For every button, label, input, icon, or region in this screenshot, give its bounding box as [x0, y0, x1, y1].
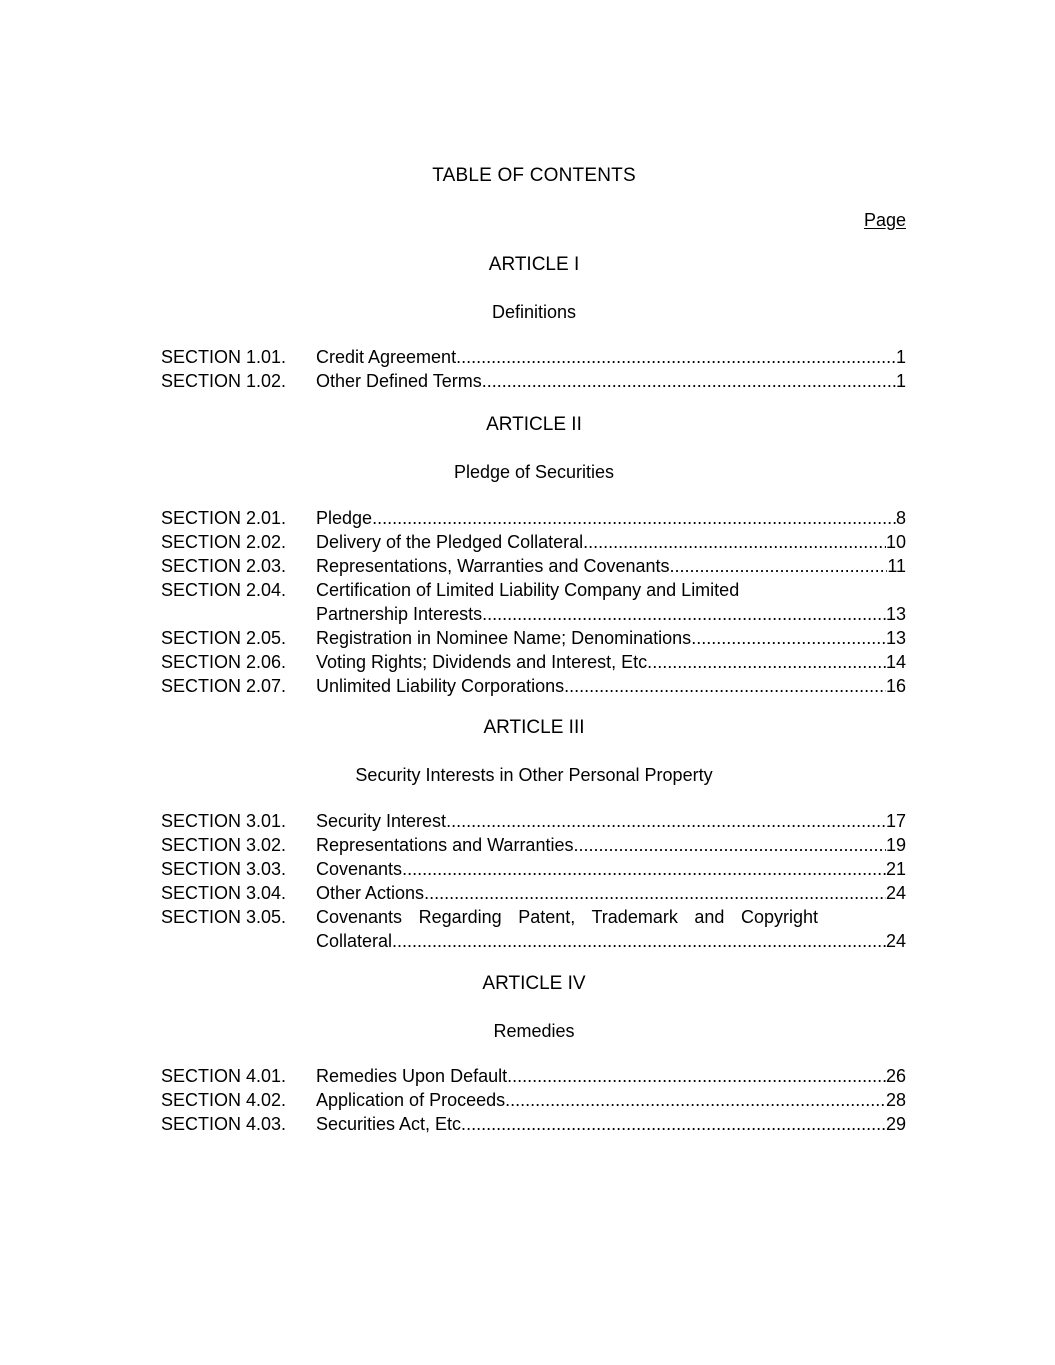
dot-leader [583, 530, 886, 554]
dot-leader [402, 857, 886, 881]
page-number: 11 [887, 556, 906, 576]
page-number: 1 [895, 371, 906, 391]
section-title: Other Defined Terms [316, 371, 482, 391]
dot-leader [446, 809, 886, 833]
section-title: Unlimited Liability Corporations [316, 676, 565, 696]
article-heading: ARTICLE III [483, 717, 585, 738]
article-subtitle: Security Interests in Other Personal Property [355, 765, 713, 785]
document-title: TABLE OF CONTENTS [432, 165, 636, 186]
toc-entry[interactable] [161, 626, 906, 650]
page-column-header: Page [863, 210, 906, 230]
article-heading: ARTICLE IV [482, 973, 586, 994]
toc-section-list [161, 345, 906, 393]
section-title: Partnership Interests [316, 604, 483, 624]
dot-leader [652, 650, 886, 674]
toc-entry[interactable] [161, 809, 906, 833]
page-number: 10 [885, 532, 906, 552]
section-number: SECTION 1.02. [161, 371, 287, 391]
section-title: Registration in Nominee Name; Denominations [316, 628, 692, 648]
article-heading: ARTICLE I [488, 254, 580, 275]
page-number: 28 [885, 1090, 906, 1110]
section-number: SECTION 4.01. [161, 1066, 287, 1086]
dot-leader [507, 1064, 886, 1088]
toc-entry[interactable] [161, 345, 906, 369]
toc-entry[interactable] [161, 554, 906, 578]
toc-entry[interactable] [161, 905, 906, 953]
page-number: 13 [885, 604, 906, 624]
section-number: SECTION 4.03. [161, 1114, 287, 1134]
dot-leader [670, 554, 888, 578]
page-number: 16 [885, 676, 906, 696]
dot-leader [482, 602, 886, 626]
section-title: Delivery of the Pledged Collateral [316, 532, 584, 552]
dot-leader [372, 506, 896, 530]
section-number: SECTION 1.01. [161, 347, 287, 367]
section-title: Representations, Warranties and Covenants [316, 556, 670, 576]
section-title: Collateral [316, 931, 393, 951]
page-number: 17 [885, 811, 906, 831]
section-title: Covenants [316, 859, 403, 879]
section-title: Application of Proceeds [316, 1090, 506, 1110]
article-heading: ARTICLE II [486, 414, 582, 435]
section-number: SECTION 3.04. [161, 883, 287, 903]
toc-entry[interactable] [161, 506, 906, 530]
section-number: SECTION 3.02. [161, 835, 287, 855]
page-number: 24 [885, 931, 906, 951]
section-title: Other Actions [316, 883, 425, 903]
dot-leader [505, 1088, 886, 1112]
section-title-line1: Certification of Limited Liability Company and Limited [316, 580, 740, 600]
dot-leader [466, 1112, 886, 1136]
dot-leader [392, 929, 886, 953]
toc-section-list [161, 809, 906, 953]
page-number: 1 [895, 347, 906, 367]
page-number: 24 [885, 883, 906, 903]
toc-entry[interactable] [161, 881, 906, 905]
section-title-line1: Covenants Regarding Patent, Trademark and Copyright [316, 907, 818, 927]
toc-entry[interactable] [161, 650, 906, 674]
section-number: SECTION 2.05. [161, 628, 287, 648]
toc-entry[interactable] [161, 1088, 906, 1112]
section-title: Representations and Warranties [316, 835, 574, 855]
article-subtitle: Remedies [493, 1021, 575, 1041]
toc-entry[interactable] [161, 674, 906, 698]
section-number: SECTION 2.06. [161, 652, 287, 672]
dot-leader [691, 626, 886, 650]
toc-entry[interactable] [161, 578, 906, 626]
toc-entry[interactable] [161, 1064, 906, 1088]
article-subtitle: Pledge of Securities [453, 462, 615, 482]
dot-leader [564, 674, 886, 698]
toc-entry[interactable] [161, 857, 906, 881]
dot-leader [482, 369, 896, 393]
section-number: SECTION 2.04. [161, 580, 287, 600]
toc-entry[interactable] [161, 1112, 906, 1136]
section-number: SECTION 2.07. [161, 676, 287, 696]
section-number: SECTION 2.01. [161, 508, 287, 528]
toc-entry[interactable] [161, 369, 906, 393]
section-title: Remedies Upon Default [316, 1066, 508, 1086]
page-number: 8 [895, 508, 906, 528]
section-number: SECTION 3.05. [161, 907, 287, 927]
dot-leader [573, 833, 886, 857]
article-subtitle: Definitions [491, 302, 577, 322]
section-title: Pledge [316, 508, 373, 528]
section-number: SECTION 3.01. [161, 811, 287, 831]
section-title: Voting Rights; Dividends and Interest, Etc. [316, 652, 653, 672]
dot-leader [456, 345, 896, 369]
page-number: 19 [885, 835, 906, 855]
section-number: SECTION 2.02. [161, 532, 287, 552]
section-title: Credit Agreement [316, 347, 457, 367]
toc-section-list [161, 506, 906, 698]
section-title: Security Interest [316, 811, 447, 831]
page-number: 29 [885, 1114, 906, 1134]
toc-entry[interactable] [161, 833, 906, 857]
section-number: SECTION 4.02. [161, 1090, 287, 1110]
page-number: 26 [885, 1066, 906, 1086]
page-number: 21 [885, 859, 906, 879]
section-number: SECTION 2.03. [161, 556, 287, 576]
toc-entry[interactable] [161, 530, 906, 554]
toc-section-list [161, 1064, 906, 1136]
page-number: 13 [885, 628, 906, 648]
dot-leader [424, 881, 886, 905]
section-title: Securities Act, Etc. [316, 1114, 467, 1134]
page-number: 14 [885, 652, 906, 672]
section-number: SECTION 3.03. [161, 859, 287, 879]
